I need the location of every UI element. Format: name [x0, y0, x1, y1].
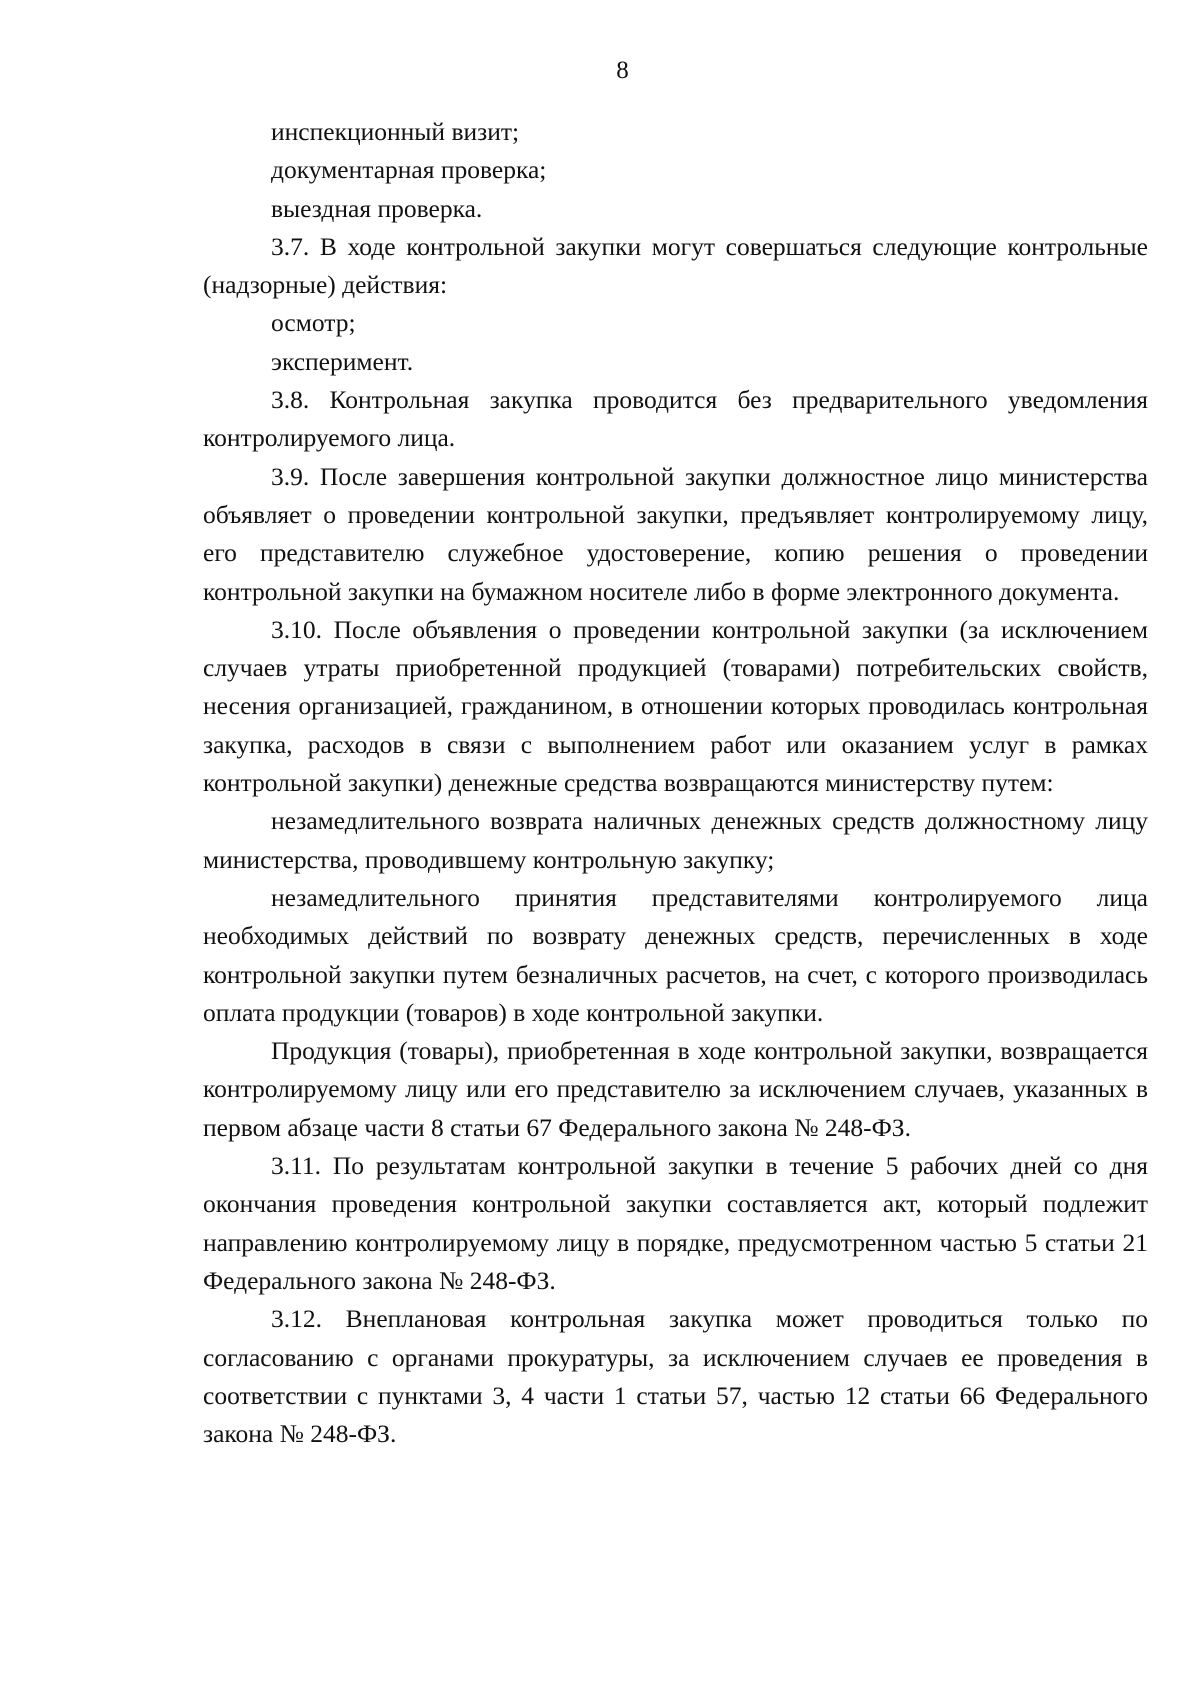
- paragraph-noncash-refund: незамедлительного принятия представителями контролируемого лица необходимых действий по возврату денежных средств, перечисленных в ходе контрольной закупки путем безналичных расчетов, на счет, с которого производилась оплата продукции (товаров) в ходе контрольной закупки.: [203, 882, 1148, 1027]
- page-number: 8: [616, 57, 629, 84]
- paragraph-goods-return: Продукция (товары), приобретенная в ходе контрольной закупки, возвращается контролируемому лицу или его представителю за исключением случаев, указанных в первом абзаце части 8 статьи 67 Федерального закона № 248-ФЗ.: [203, 1036, 1148, 1142]
- paragraph-3-11: 3.11. По результатам контрольной закупки в течение 5 рабочих дней со дня окончания проведения контрольной закупки составляется акт, который подлежит направлению контролируемому лицу в порядке, предусмотренном частью 5 статьи 21 Федерального закона № 248-ФЗ.: [203, 1151, 1148, 1295]
- paragraph-3-7: 3.7. В ходе контрольной закупки могут совершаться следующие контрольные (надзорные) действия:: [203, 231, 1148, 300]
- paragraph-3-9: 3.9. После завершения контрольной закупки должностное лицо министерства объявляет о проведении контрольной закупки, предъявляет контролируемому лицу, его представителю служебное удостоверение, копию решения о проведении контрольной закупки на бумажном носителе либо в форме электронного документа.: [203, 461, 1148, 606]
- paragraph-3-12: 3.12. Внеплановая контрольная закупка может проводиться только по согласованию с органами прокуратуры, за исключением случаев ее проведения в соответствии с пунктами 3, 4 части 1 статьи 57, частью 12 статьи 66 Федерального закона № 248-ФЗ.: [203, 1304, 1148, 1449]
- paragraph-field-check: выездная проверка.: [271, 193, 483, 223]
- document-body: [203, 113, 1148, 1453]
- paragraph-documentary-check: документарная проверка;: [271, 155, 547, 185]
- paragraph-experiment: эксперимент.: [271, 346, 414, 376]
- paragraph-inspection: осмотр;: [271, 308, 356, 338]
- paragraph-inspection-visit: инспекционный визит;: [271, 117, 520, 146]
- paragraph-3-10: 3.10. После объявления о проведении контрольной закупки (за исключением случаев утраты приобретенной продукцией (товарами) потребительских свойств, несения организацией, гражданином, в отношении которых проводилась контрольная закупка, расходов в связи с выполнением работ или оказанием услуг в рамках контрольной закупки) денежные средства возвращаются министерству путем:: [203, 614, 1148, 798]
- paragraph-cash-refund: незамедлительного возврата наличных денежных средств должностному лицу министерства, проводившему контрольную закупку;: [203, 806, 1148, 874]
- paragraph-3-8: 3.8. Контрольная закупка проводится без предварительного уведомления контролируемого лица.: [203, 385, 1148, 453]
